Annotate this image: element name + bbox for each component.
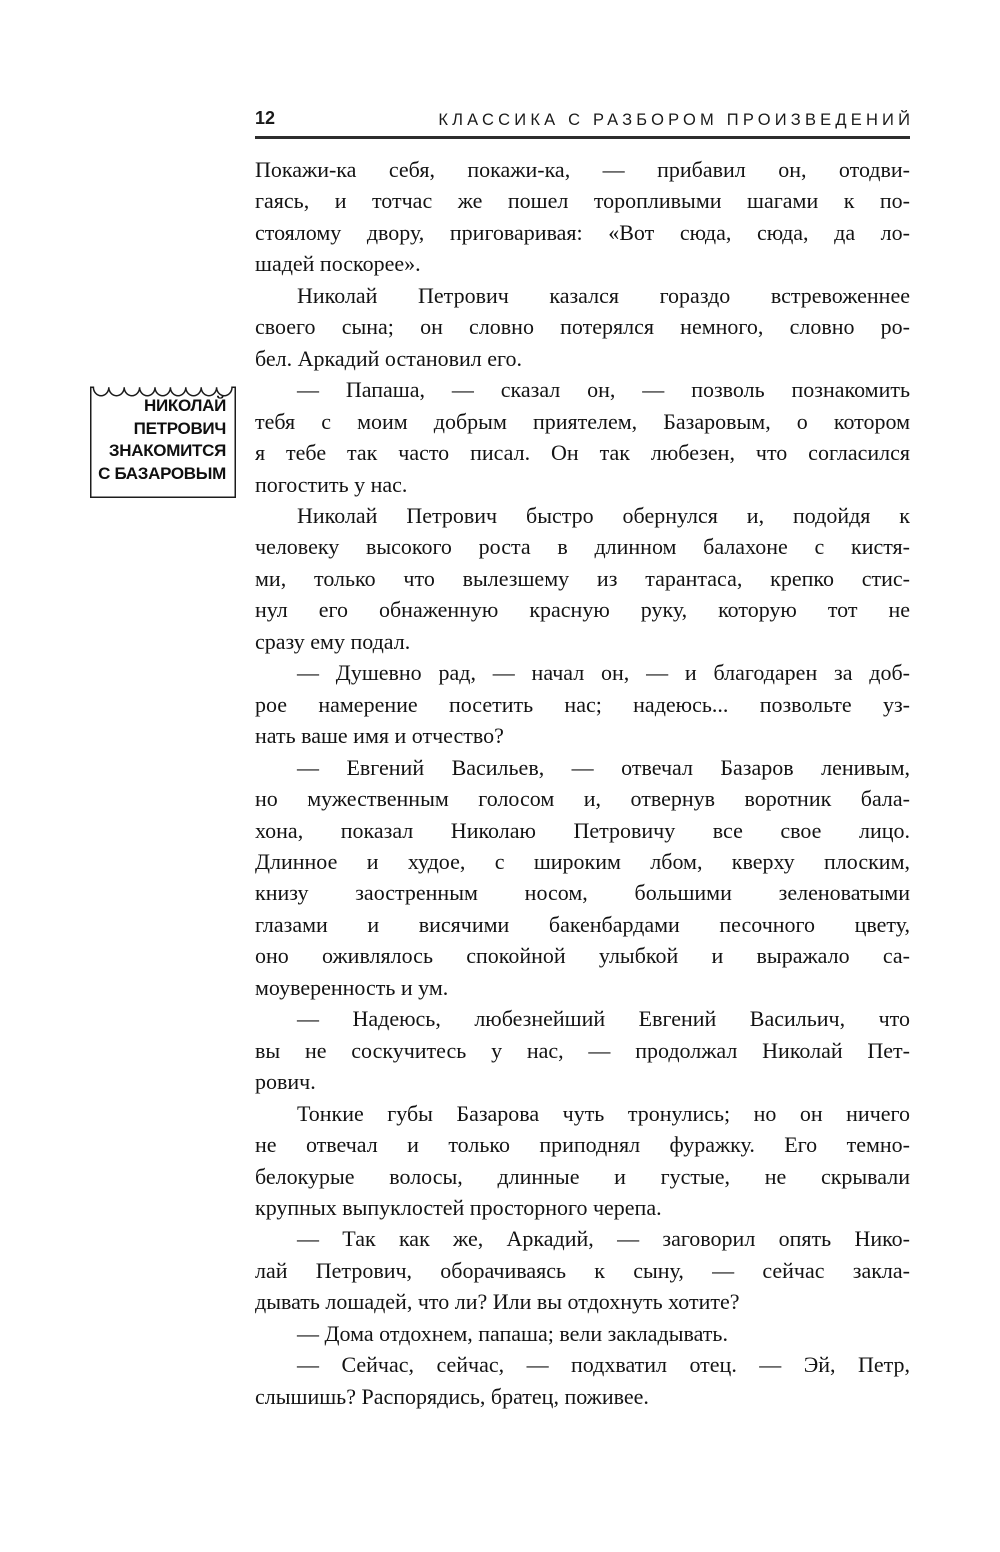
text-line: нул его обнаженную красную руку, которую тот не [255,597,910,623]
paragraph [255,1003,910,1097]
margin-note-line: НИКОЛАЙ [144,396,226,415]
body-text [255,154,910,1412]
text-line: своего сына; он словно потерялся немного, словно ро- [255,314,910,340]
text-line: — Так как же, Аркадий, — заговорил опять Нико- [297,1226,910,1252]
margin-note-line: ПЕТРОВИЧ [133,418,226,438]
text-line: погостить у нас. [255,471,408,497]
paragraph [255,154,910,280]
text-line: хона, показал Николаю Петровичу все свое лицо. [255,817,910,843]
text-line: дывать лошадей, что ли? Или вы отдохнуть хотите? [255,1289,740,1315]
text-line: глазами и висячими бакенбардами песочного цвету, [255,911,910,937]
text-line: — Евгений Васильев, — отвечал Базаров ленивым, [297,754,910,780]
text-line: — Надеюсь, любезнейший Евгений Васильич, что [297,1006,910,1032]
text-line: Покажи-ка себя, покажи-ка, — прибавил он, отодви- [255,157,910,182]
paragraph [255,374,910,500]
margin-note-line: ЗНАКОМИТСЯ [108,441,226,460]
paragraph [255,500,910,657]
paragraph [255,1349,910,1412]
text-line: — Душевно рад, — начал он, — и благодарен за доб- [297,660,910,686]
text-line: книзу заостренным носом, большими зеленоватыми [255,880,910,906]
paragraph [255,752,910,1004]
page-number: 12 [255,108,276,128]
text-line: сразу ему подал. [255,628,411,654]
header-rule [255,136,910,139]
text-line: Длинное и худое, с широким лбом, кверху плоским, [255,848,910,874]
running-title: КЛАССИКА С РАЗБОРОМ ПРОИЗВЕДЕНИЙ [438,111,915,129]
paragraph [255,1098,910,1224]
text-line: лай Петрович, оборачиваясь к сыну, — сейчас закла- [255,1257,910,1283]
text-line: вы не соскучитесь у нас, — продолжал Николай Пет- [255,1037,910,1063]
text-line: но мужественным голосом и, отвернув воротник бала- [255,786,910,812]
margin-note-text [96,395,226,485]
text-line: — Дома отдохнем, папаша; вели закладывать. [297,1320,728,1346]
text-line: — Папаша, — сказал он, — позволь познакомить [297,377,910,403]
text-line: Николай Петрович быстро обернулся и, подойдя к [297,502,910,528]
text-line: гаясь, и тотчас же пошел торопливыми шагами к по- [255,188,910,214]
text-line: Николай Петрович казался гораздо встревоженнее [297,282,910,308]
text-line: белокурые волосы, длинные и густые, не скрывали [255,1163,910,1189]
text-line: человеку высокого роста в длинном балахоне с кистя- [255,534,910,560]
text-line: бел. Аркадий остановил его. [255,345,523,371]
paragraph [255,280,910,374]
margin-note [90,382,236,498]
text-line: — Сейчас, сейчас, — подхватил отец. — Эй, Петр, [297,1352,910,1378]
text-line: рое намерение посетить нас; надеюсь... позвольте уз- [255,691,910,717]
text-line: тебя с моим добрым приятелем, Базаровым, о котором [255,408,910,434]
text-line: я тебе так часто писал. Он так любезен, что согласился [255,440,910,466]
text-line: ми, только что вылезшему из тарантаса, крепко стис- [255,565,910,591]
text-line: крупных выпуклостей просторного черепа. [255,1194,662,1220]
text-line: стоялому двору, приговаривая: «Вот сюда, сюда, да ло- [255,219,910,245]
text-line: не отвечал и только приподнял фуражку. Его темно- [255,1132,910,1158]
text-line: Тонкие губы Базарова чуть тронулись; но он ничего [297,1100,910,1126]
text-line: оно оживлялось спокойной улыбкой и выражало са- [255,943,910,969]
text-line: нать ваше имя и отчество? [255,723,504,749]
text-line: шадей поскорее». [255,251,421,277]
text-line: слышишь? Распорядись, братец, поживее. [255,1383,649,1409]
margin-note-line: С БАЗАРОВЫМ [98,463,226,483]
paragraph [255,657,910,751]
text-line: моуверенность и ум. [255,974,449,1000]
paragraph [255,1318,910,1349]
paragraph [255,1223,910,1317]
text-line: рович. [255,1069,316,1095]
